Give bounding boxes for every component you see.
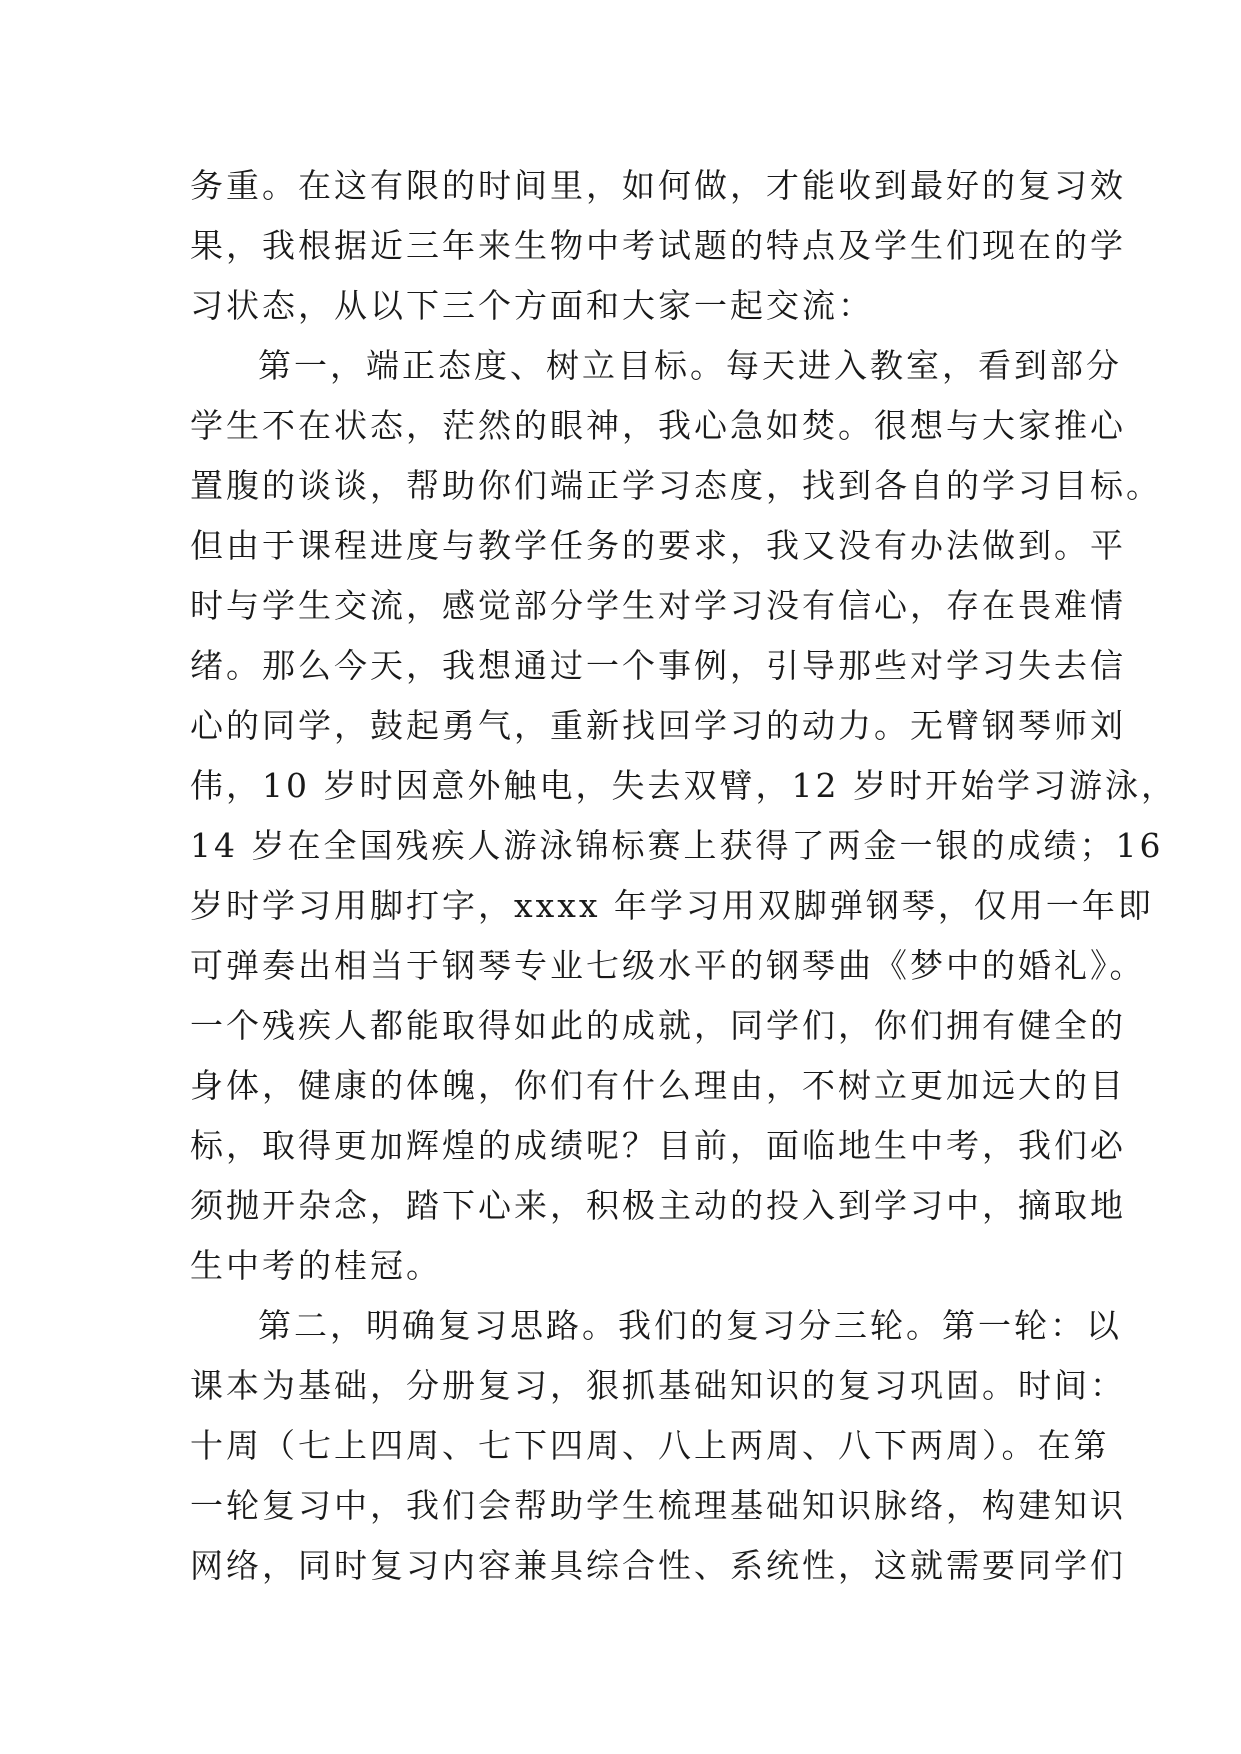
text-line: 学生不在状态，茫然的眼神，我心急如焚。很想与大家推心: [190, 406, 1126, 445]
paragraph-start-line: 第二，明确复习思路。我们的复习分三轮。第一轮：以: [258, 1306, 1122, 1345]
text-line: 绪。那么今天，我想通过一个事例，引导那些对学习失去信: [190, 646, 1126, 685]
text-line: 一轮复习中，我们会帮助学生梳理基础知识脉络，构建知识: [190, 1486, 1126, 1525]
text-line: 身体，健康的体魄，你们有什么理由，不树立更加远大的目: [190, 1066, 1126, 1105]
text-line: 岁时学习用脚打字，xxxx 年学习用双脚弹钢琴，仅用一年即: [190, 886, 1154, 925]
text-line: 习状态，从以下三个方面和大家一起交流：: [190, 286, 874, 325]
text-line: 时与学生交流，感觉部分学生对学习没有信心，存在畏难情: [190, 586, 1126, 625]
text-line: 果，我根据近三年来生物中考试题的特点及学生们现在的学: [190, 226, 1126, 265]
text-line: 课本为基础，分册复习，狠抓基础知识的复习巩固。时间：: [190, 1366, 1126, 1405]
text-line: 十周（七上四周、七下四周、八上两周、八下两周）。在第: [190, 1426, 1110, 1465]
text-line: 网络，同时复习内容兼具综合性、系统性，这就需要同学们: [190, 1546, 1126, 1585]
text-line: 14 岁在全国残疾人游泳锦标赛上获得了两金一银的成绩；16: [190, 826, 1164, 865]
text-line: 但由于课程进度与教学任务的要求，我又没有办法做到。平: [190, 526, 1126, 565]
text-line: 须抛开杂念，踏下心来，积极主动的投入到学习中，摘取地: [190, 1186, 1126, 1225]
text-line: 心的同学，鼓起勇气，重新找回学习的动力。无臂钢琴师刘: [190, 706, 1126, 745]
body-text: [190, 156, 1177, 1596]
text-line: 可弹奏出相当于钢琴专业七级水平的钢琴曲《梦中的婚礼》。: [190, 946, 1146, 985]
text-line: 一个残疾人都能取得如此的成就，同学们，你们拥有健全的: [190, 1006, 1126, 1045]
text-line: 务重。在这有限的时间里，如何做，才能收到最好的复习效: [190, 166, 1126, 205]
text-line: 伟，10 岁时因意外触电，失去双臂，12 岁时开始学习游泳，: [190, 766, 1177, 805]
paragraph-start-line: 第一，端正态度、树立目标。每天进入教室，看到部分: [258, 346, 1122, 385]
text-line: 生中考的桂冠。: [190, 1246, 442, 1285]
text-line: 标，取得更加辉煌的成绩呢？目前，面临地生中考，我们必: [190, 1126, 1126, 1165]
text-line: 置腹的谈谈，帮助你们端正学习态度，找到各自的学习目标。: [190, 466, 1162, 505]
